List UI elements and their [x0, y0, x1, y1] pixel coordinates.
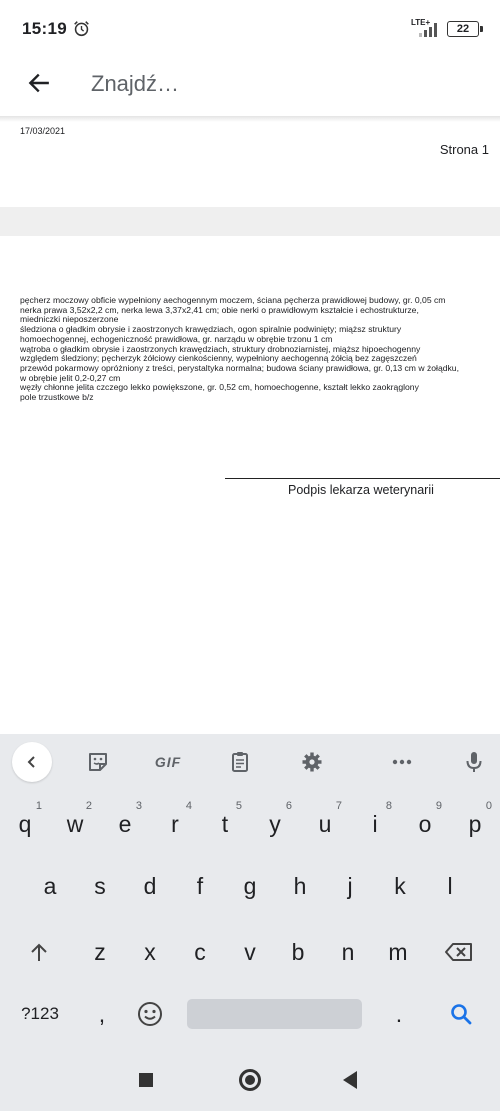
report-line: węzły chłonne jelita czczego lekko powiększone, gr. 0,52 cm, homoechogenne, kształt lekko zaokrąglony — [20, 382, 419, 393]
key-o[interactable] — [400, 802, 450, 846]
more-horizontal-icon — [390, 750, 414, 774]
key-hint: 4 — [185, 800, 192, 812]
report-line: wątroba o gładkim obrysie i zaostrzonych krawędziach, struktury drobnoziarnistej, miąższ hipoechogenny — [20, 343, 421, 354]
recent-apps-icon[interactable] — [139, 1073, 153, 1087]
key-hint: 3 — [135, 800, 142, 812]
key-label: i — [372, 810, 378, 837]
key-i[interactable] — [350, 802, 400, 846]
key-b[interactable]: b — [291, 938, 305, 965]
signature-line — [225, 478, 500, 479]
report-body — [20, 296, 490, 403]
key-label: r — [171, 810, 179, 837]
report-line: względem śledziony; pęcherzyk żółciowy cienkościenny, wypełniony aechogenną żółcią bez zagęszczeń — [20, 353, 417, 364]
key-v[interactable]: v — [244, 938, 256, 965]
comma-key[interactable]: , — [98, 1000, 106, 1027]
find-input[interactable] — [91, 68, 471, 100]
key-s[interactable]: s — [94, 872, 106, 899]
emoji-icon — [137, 1001, 163, 1027]
report-line: śledziona o gładkim obrysie i zaostrzonych krawędziach, ogon spiralnie podwinięty; miąższ struktury — [20, 324, 402, 335]
key-t[interactable] — [200, 802, 250, 846]
key-label: y — [269, 810, 281, 837]
find-in-page-bar — [0, 60, 500, 116]
microphone-icon — [462, 750, 486, 774]
key-label: w — [66, 810, 84, 837]
key-hint: 1 — [35, 800, 42, 812]
key-w[interactable] — [50, 802, 100, 846]
toolbar-shadow — [0, 116, 500, 122]
shift-arrow-icon — [28, 941, 50, 963]
settings-button[interactable] — [290, 740, 334, 784]
key-label: e — [118, 810, 132, 837]
backspace-icon — [444, 942, 474, 962]
page-separator — [0, 207, 500, 236]
key-label: t — [221, 810, 229, 837]
key-label: p — [468, 810, 482, 837]
report-line: pęcherz moczowy obficie wypełniony aechogennym moczem, ściana pęcherza prawidłowej budowy, gr. 0,05 cm — [20, 295, 446, 305]
voice-input-button[interactable] — [452, 740, 496, 784]
space-bar[interactable] — [187, 999, 362, 1029]
navigation-bar — [0, 1045, 500, 1111]
backspace-key[interactable] — [434, 930, 484, 974]
clipboard-icon — [228, 750, 252, 774]
key-label: u — [318, 810, 332, 837]
key-j[interactable]: j — [347, 872, 353, 899]
key-label: q — [18, 810, 32, 837]
key-hint: 9 — [435, 800, 442, 812]
key-hint: 2 — [85, 800, 92, 812]
back-arrow-icon[interactable] — [26, 70, 52, 96]
more-options-button[interactable] — [380, 740, 424, 784]
gear-icon — [300, 750, 324, 774]
report-line: pole trzustkowe b/z — [20, 392, 94, 403]
signal-strength-icon — [418, 23, 440, 37]
key-m[interactable]: m — [388, 938, 408, 965]
status-bar — [0, 0, 500, 60]
key-hint: 8 — [385, 800, 392, 812]
key-k[interactable]: k — [394, 872, 406, 899]
report-line: w obrębie jelit 0,2-0,27 cm — [20, 372, 121, 383]
key-x[interactable]: x — [144, 938, 156, 965]
alarm-clock-icon — [73, 20, 90, 37]
search-key[interactable] — [436, 992, 486, 1036]
symbols-key[interactable]: ?123 — [21, 1004, 59, 1023]
key-label: o — [418, 810, 432, 837]
period-key[interactable]: . — [395, 1000, 403, 1027]
clipboard-button[interactable] — [218, 740, 262, 784]
key-r[interactable] — [150, 802, 200, 846]
back-triangle-icon[interactable] — [343, 1071, 357, 1089]
key-hint: 5 — [235, 800, 242, 812]
report-line: przewód pokarmowy opróżniony z treści, perystaltyka normalna; budowa ściany prawidłowa, gr. 0,13 cm w żołądku, — [20, 362, 459, 373]
key-y[interactable] — [250, 802, 300, 846]
key-d[interactable]: d — [143, 872, 157, 899]
shift-key[interactable] — [14, 930, 64, 974]
key-l[interactable]: l — [447, 872, 453, 899]
sticker-icon — [86, 750, 110, 774]
key-h[interactable]: h — [293, 872, 307, 899]
keyboard-toolbar — [0, 734, 500, 790]
sticker-button[interactable] — [76, 740, 120, 784]
battery-icon: 22 — [447, 21, 479, 37]
document-date: 17/03/2021 — [20, 126, 66, 136]
key-a[interactable]: a — [43, 872, 57, 899]
key-hint: 6 — [285, 800, 292, 812]
report-line: miedniczki nieposzerzone — [20, 314, 119, 325]
gif-label: GIF — [154, 754, 182, 770]
network-type: LTE+ — [411, 18, 431, 27]
page-number: Strona 1 — [439, 142, 489, 157]
key-e[interactable] — [100, 802, 150, 846]
key-q[interactable] — [0, 802, 50, 846]
collapse-toolbar-button[interactable] — [12, 742, 52, 782]
report-line: homoechogennej, echogeniczność prawidłowa, gr. narządu w obrębie trzonu 1 cm — [20, 333, 333, 344]
signature-label: Podpis lekarza weterynarii — [288, 483, 434, 497]
chevron-left-icon — [24, 754, 40, 770]
key-f[interactable]: f — [196, 872, 204, 899]
key-u[interactable] — [300, 802, 350, 846]
key-c[interactable]: c — [194, 938, 206, 965]
key-n[interactable]: n — [341, 938, 355, 965]
emoji-key[interactable] — [125, 992, 175, 1036]
key-z[interactable]: z — [94, 938, 106, 965]
report-line: nerka prawa 3,52x2,2 cm, nerka lewa 3,37x2,41 cm; obie nerki o prawidłowym kształcie i echostrukturze, — [20, 304, 419, 315]
key-p[interactable] — [450, 802, 500, 846]
key-hint: 0 — [485, 800, 492, 812]
on-screen-keyboard — [0, 734, 500, 1045]
gif-button[interactable] — [146, 740, 190, 784]
home-icon[interactable] — [239, 1069, 261, 1091]
key-g[interactable]: g — [243, 872, 257, 899]
search-icon — [450, 1003, 472, 1025]
status-time: 15:19 — [22, 19, 67, 38]
key-hint: 7 — [335, 800, 342, 812]
